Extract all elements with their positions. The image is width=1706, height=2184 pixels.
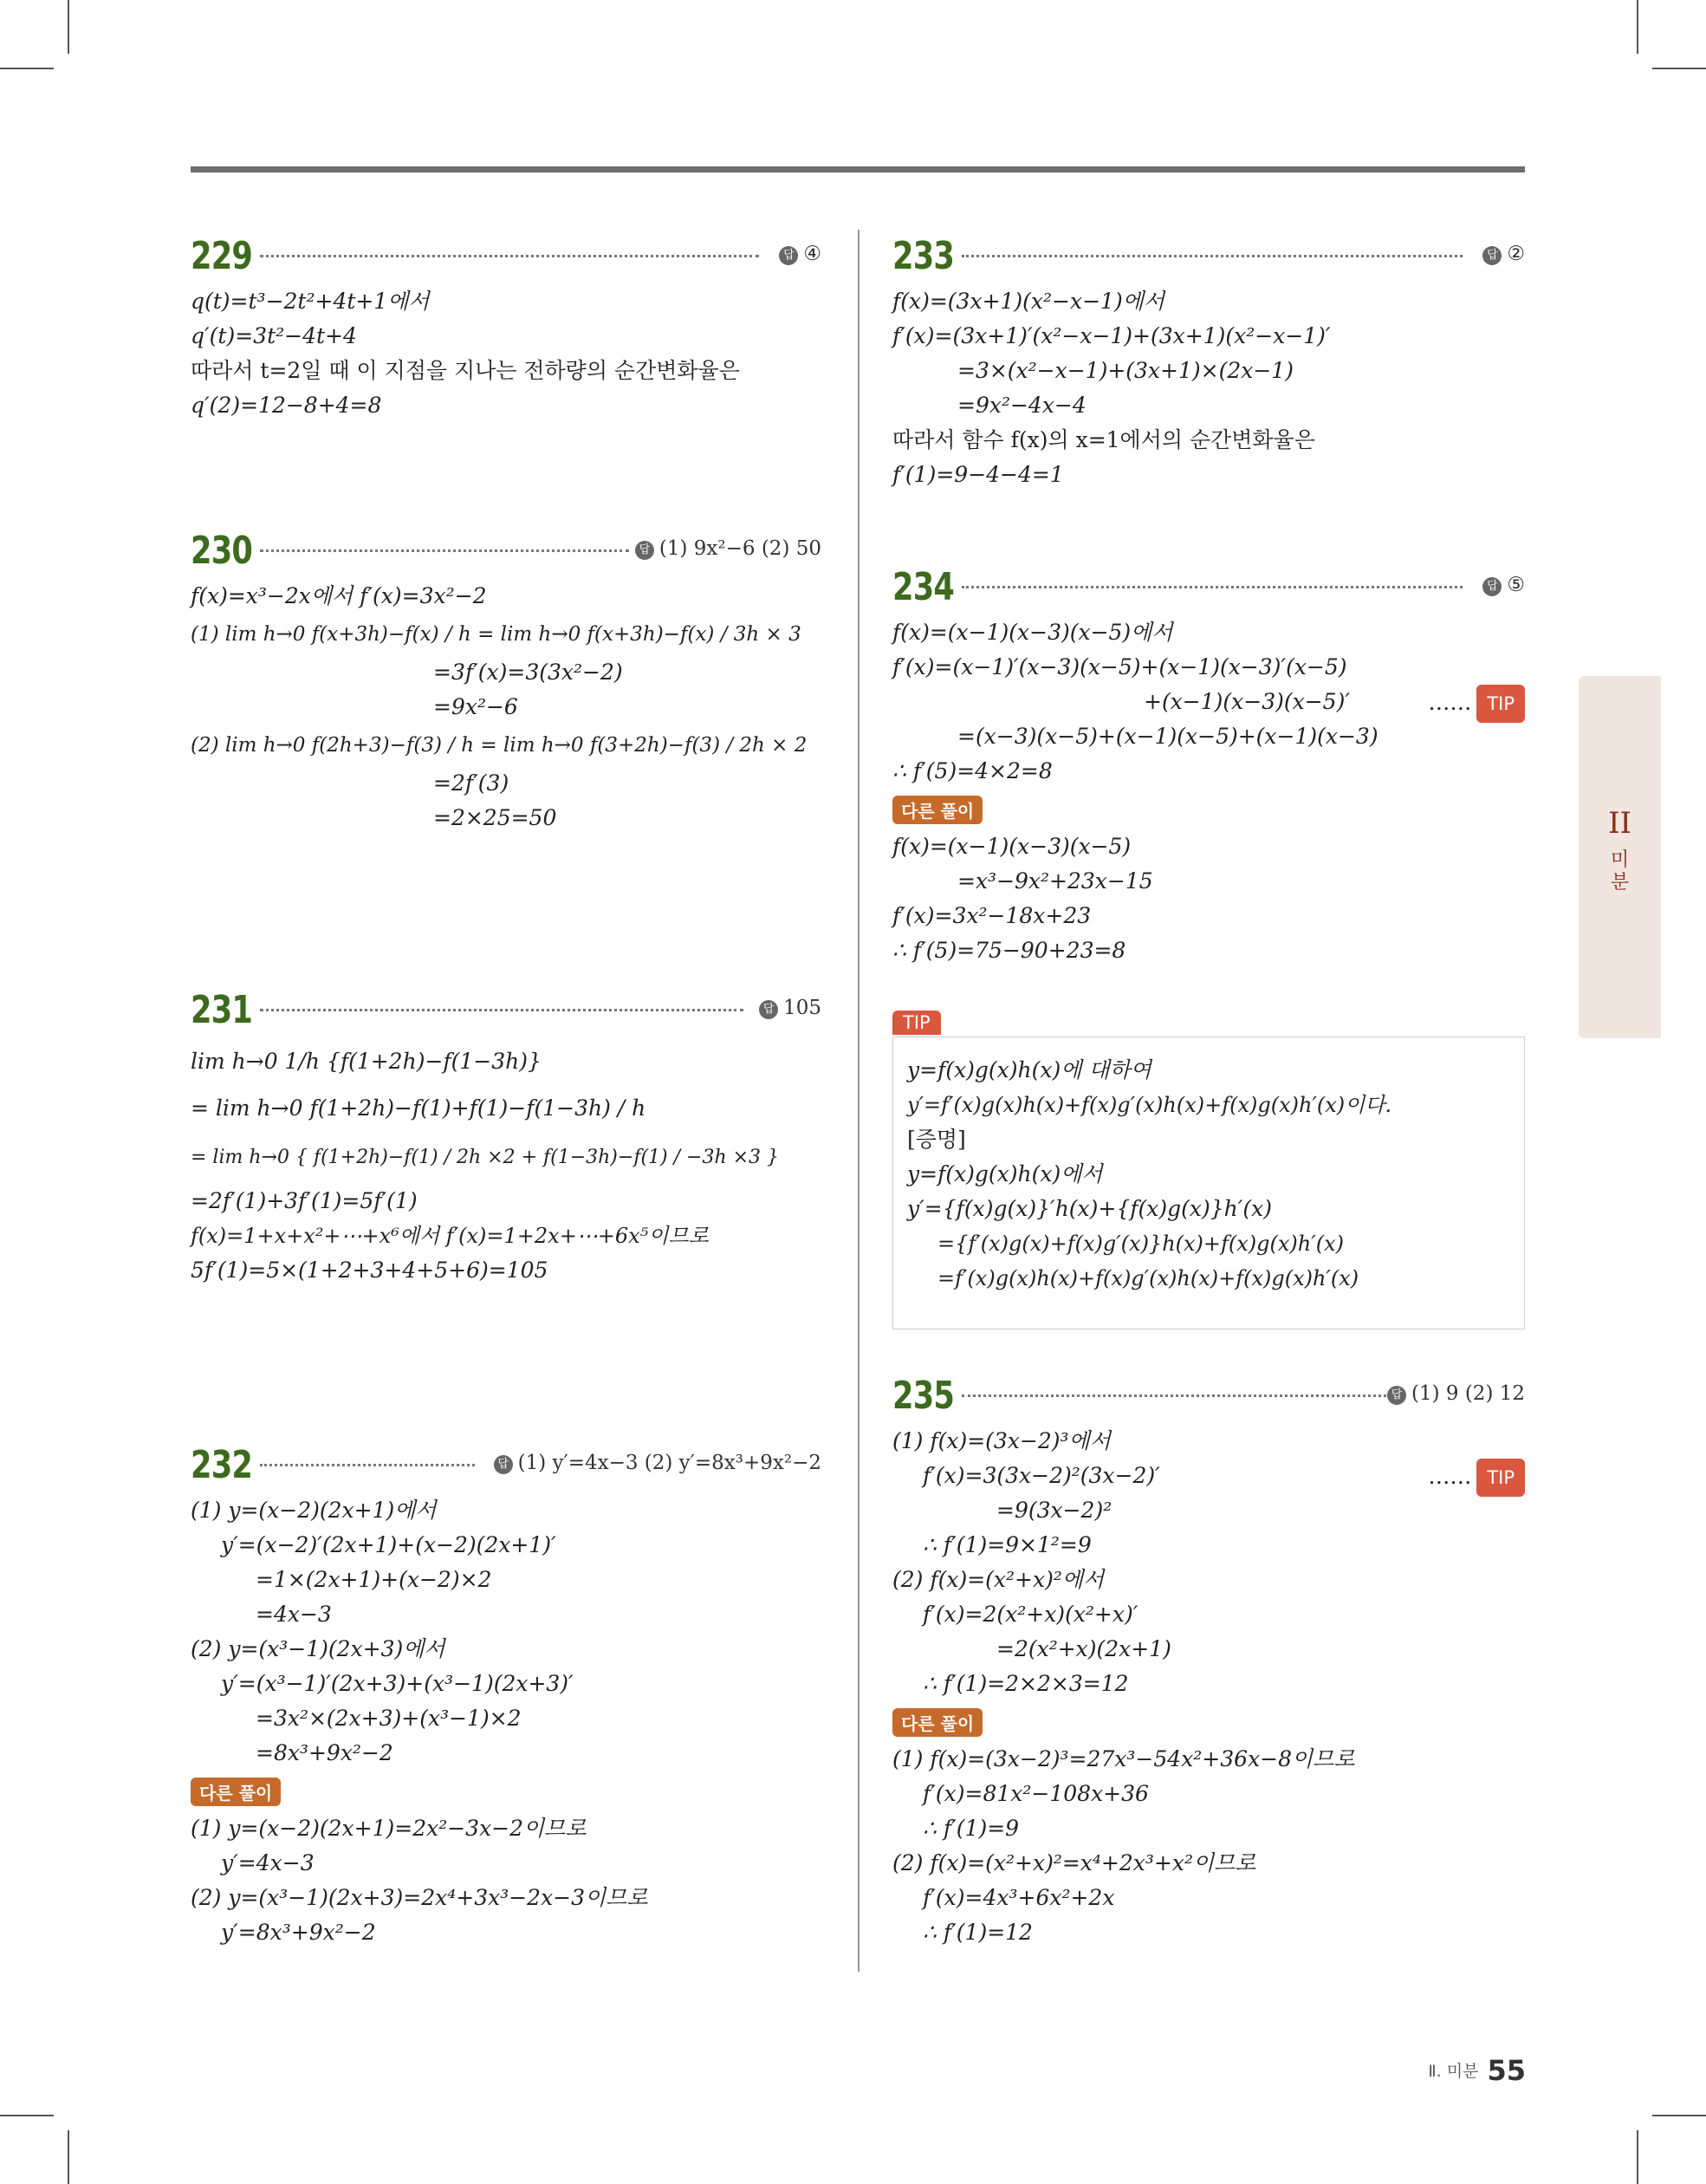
- column-divider: [858, 230, 859, 1972]
- answer-label: 답 (1) 9 (2) 12: [1387, 1382, 1525, 1405]
- solution-line: lim h→0 1/h {f(1+2h)−f(1−3h)}: [191, 1049, 542, 1074]
- alt-solution-line: y′=8x³+9x²−2: [221, 1920, 376, 1945]
- solution-line-with-tip: [892, 685, 1525, 719]
- solution-line: =4x−3: [256, 1602, 332, 1627]
- solution-line: ∴ f′(1)=9×1²=9: [923, 1532, 1092, 1557]
- answer-label: 답 ②: [1482, 243, 1525, 265]
- solution-line: y′=(x−2)′(2x+1)+(x−2)(2x+1)′: [221, 1532, 556, 1557]
- tip-box-label: TIP: [892, 1011, 941, 1035]
- solution-line: (1) lim h→0 f(x+3h)−f(x) / h = lim h→0 f(x+3h)−f(x) / 3h × 3: [191, 623, 801, 646]
- solution-line: =9(3x−2)²: [996, 1498, 1112, 1523]
- tip-badge[interactable]: TIP: [1476, 685, 1525, 723]
- leader-dots: [260, 549, 629, 552]
- answer-icon: 답: [1482, 577, 1502, 596]
- solution-line: q(t)=t³−2t²+4t+1에서: [191, 289, 430, 314]
- leader-ellipsis: ……: [1428, 690, 1472, 715]
- leader-dots: [260, 1464, 475, 1466]
- solution-line: (2) lim h→0 f(2h+3)−f(3) / h = lim h→0 f(3+2h)−f(3) / 2h × 2: [191, 734, 808, 757]
- solution-line: = lim h→0 f(1+2h)−f(1)+f(1)−f(1−3h) / h: [191, 1095, 646, 1121]
- footer-section: Ⅱ. 미분: [1428, 2062, 1479, 2081]
- problem-number: 233: [892, 234, 955, 278]
- solution-line: f′(1)=9−4−4=1: [892, 462, 1064, 487]
- solution-line: +(x−1)(x−3)(x−5)′: [1144, 689, 1351, 714]
- answer-icon: 답: [759, 1000, 778, 1019]
- solution-line: =2(x²+x)(2x+1): [996, 1636, 1171, 1661]
- problem-229: [191, 234, 821, 423]
- alt-solution-line: ∴ f′(1)=9: [923, 1816, 1020, 1841]
- problem-233: [892, 234, 1525, 492]
- crop-mark: [68, 0, 69, 54]
- answer-label: 답 ⑤: [1482, 574, 1525, 596]
- alt-solution-line: (1) y=(x−2)(2x+1)=2x²−3x−2이므로: [191, 1816, 587, 1841]
- solution-line: =2f′(3): [433, 770, 509, 796]
- solution-line: q′(t)=3t²−4t+4: [191, 323, 357, 348]
- solution-line: =9x²−6: [433, 694, 518, 719]
- crop-mark: [68, 2130, 69, 2184]
- leader-dots: [962, 255, 1463, 257]
- crop-mark: [1637, 0, 1638, 54]
- alt-solution-tag: 다른 풀이: [892, 796, 983, 824]
- answer-label: 답 ④: [779, 243, 821, 265]
- problem-number: 231: [191, 988, 253, 1032]
- tip-line: y=f(x)g(x)h(x)에 대하여: [907, 1057, 1151, 1082]
- chapter-label: 미분: [1610, 849, 1630, 894]
- answer-icon: 답: [635, 541, 654, 560]
- answer-label: 답 (1) y′=4x−3 (2) y′=8x³+9x²−2: [494, 1452, 821, 1474]
- crop-mark: [1652, 2115, 1706, 2116]
- solution-line: (2) y=(x³−1)(2x+3)에서: [191, 1636, 445, 1661]
- solution-line: =9x²−4x−4: [957, 393, 1087, 418]
- solution-line: f(x)=(x−1)(x−3)(x−5)에서: [892, 620, 1173, 645]
- solution-line: f(x)=(3x+1)(x²−x−1)에서: [892, 289, 1164, 314]
- alt-solution-line: (2) y=(x³−1)(2x+3)=2x⁴+3x³−2x−3이므로: [191, 1885, 648, 1910]
- solution-line: (1) y=(x−2)(2x+1)에서: [191, 1498, 437, 1523]
- alt-solution-tag: 다른 풀이: [191, 1778, 281, 1806]
- solution-line: ∴ f′(1)=2×2×3=12: [923, 1671, 1129, 1696]
- tip-line: [증명]: [907, 1127, 966, 1152]
- solution-line: (1) f(x)=(3x−2)³에서: [892, 1428, 1111, 1453]
- alt-solution-line: ∴ f′(5)=75−90+23=8: [892, 938, 1126, 963]
- problem-number: 232: [191, 1443, 253, 1487]
- solution-line: (2) f(x)=(x²+x)²에서: [892, 1567, 1105, 1592]
- solution-line: ∴ f′(5)=4×2=8: [892, 758, 1053, 783]
- solution-line: =(x−3)(x−5)+(x−1)(x−5)+(x−1)(x−3): [957, 724, 1378, 749]
- leader-dots: [962, 1394, 1386, 1397]
- solution-line: =2×25=50: [433, 805, 557, 830]
- alt-solution-line: ∴ f′(1)=12: [923, 1920, 1033, 1945]
- problem-234: [892, 565, 1525, 968]
- solution-line: q′(2)=12−8+4=8: [191, 393, 382, 418]
- leader-dots: [962, 586, 1463, 588]
- solution-line: f′(x)=(x−1)′(x−3)(x−5)+(x−1)(x−3)′(x−5): [892, 654, 1347, 679]
- alt-solution-line: f′(x)=4x³+6x²+2x: [923, 1885, 1115, 1910]
- leader-dots: [260, 255, 759, 257]
- solution-line: y′=(x³−1)′(2x+3)+(x³−1)(2x+3)′: [221, 1671, 574, 1696]
- solution-line: f(x)=x³−2x에서 f′(x)=3x²−2: [191, 583, 487, 608]
- solution-line: 5f′(1)=5×(1+2+3+4+5+6)=105: [191, 1258, 548, 1283]
- alt-solution-line: f′(x)=81x²−108x+36: [923, 1781, 1149, 1806]
- problem-230: [191, 529, 821, 835]
- tip-line: =f′(x)g(x)h(x)+f(x)g′(x)h(x)+f(x)g(x)h′(x): [937, 1266, 1359, 1290]
- solution-line: =1×(2x+1)+(x−2)×2: [256, 1567, 492, 1592]
- crop-mark: [0, 2115, 54, 2116]
- crop-mark: [1652, 68, 1706, 69]
- problem-number: 229: [191, 234, 253, 278]
- alt-solution-line: f′(x)=3x²−18x+23: [892, 903, 1092, 928]
- problem-number: 235: [892, 1374, 955, 1418]
- crop-mark: [1637, 2130, 1638, 2184]
- crop-mark: [0, 68, 54, 69]
- solution-line: 따라서 t=2일 때 이 지점을 지나는 전하량의 순간변화율은: [191, 358, 740, 383]
- answer-label: 답 (1) 9x²−6 (2) 50: [635, 537, 821, 560]
- alt-solution-line: (2) f(x)=(x²+x)²=x⁴+2x³+x²이므로: [892, 1850, 1256, 1875]
- tip-line: ={f′(x)g(x)+f(x)g′(x)}h(x)+f(x)g(x)h′(x): [937, 1232, 1344, 1256]
- answer-icon: 답: [1482, 246, 1502, 265]
- solution-line: 따라서 함수 f(x)의 x=1에서의 순간변화율은: [892, 427, 1315, 452]
- solution-line-with-tip: [892, 1459, 1525, 1493]
- solution-line: =3×(x²−x−1)+(3x+1)×(2x−1): [957, 358, 1294, 383]
- solution-line: =8x³+9x²−2: [256, 1740, 393, 1765]
- chapter-side-tab[interactable]: [1579, 676, 1661, 1038]
- answer-label: 답 105: [759, 997, 821, 1019]
- problem-number: 234: [892, 565, 955, 609]
- answer-icon: 답: [1387, 1386, 1406, 1405]
- solution-line: f′(x)=(3x+1)′(x²−x−1)+(3x+1)(x²−x−1)′: [892, 323, 1331, 348]
- page-number: 55: [1487, 2054, 1526, 2087]
- tip-badge[interactable]: TIP: [1476, 1459, 1525, 1497]
- tip-line: y=f(x)g(x)h(x)에서: [907, 1161, 1103, 1186]
- solution-line: = lim h→0 { f(1+2h)−f(1) / 2h ×2 + f(1−3h)−f(1) / −3h ×3 }: [191, 1147, 780, 1168]
- problem-232: [191, 1443, 821, 1950]
- problem-231: [191, 988, 821, 1288]
- leader-dots: [260, 1009, 743, 1011]
- solution-line: f(x)=1+x+x²+⋯+x⁶에서 f′(x)=1+2x+⋯+6x⁵이므로: [191, 1224, 709, 1248]
- page-footer: [1428, 2054, 1526, 2087]
- solution-line: f′(x)=3(3x−2)²(3x−2)′: [923, 1463, 1160, 1488]
- answer-icon: 답: [779, 246, 798, 265]
- answer-icon: 답: [494, 1455, 513, 1474]
- alt-solution-line: =x³−9x²+23x−15: [957, 868, 1153, 894]
- solution-line: =2f′(1)+3f′(1)=5f′(1): [191, 1188, 418, 1213]
- solution-line: =3x²×(2x+3)+(x³−1)×2: [256, 1706, 522, 1731]
- problem-number: 230: [191, 529, 253, 573]
- header-rule: [191, 166, 1525, 172]
- solution-line: f′(x)=2(x²+x)(x²+x)′: [923, 1602, 1138, 1627]
- chapter-roman-numeral: II: [1608, 806, 1631, 841]
- tip-line: y′={f(x)g(x)}′h(x)+{f(x)g(x)}h′(x): [907, 1196, 1273, 1221]
- alt-solution-tag: 다른 풀이: [892, 1708, 983, 1737]
- problem-235: [892, 1374, 1525, 1950]
- leader-ellipsis: ……: [1428, 1464, 1472, 1489]
- tip-line: y′=f′(x)g(x)h(x)+f(x)g′(x)h(x)+f(x)g(x)h′(x)이다.: [907, 1093, 1392, 1117]
- alt-solution-line: (1) f(x)=(3x−2)³=27x³−54x²+36x−8이므로: [892, 1746, 1355, 1771]
- alt-solution-line: y′=4x−3: [221, 1850, 315, 1875]
- tip-box: [892, 1037, 1525, 1329]
- solution-line: =3f′(x)=3(3x²−2): [433, 660, 623, 685]
- alt-solution-line: f(x)=(x−1)(x−3)(x−5): [892, 834, 1132, 859]
